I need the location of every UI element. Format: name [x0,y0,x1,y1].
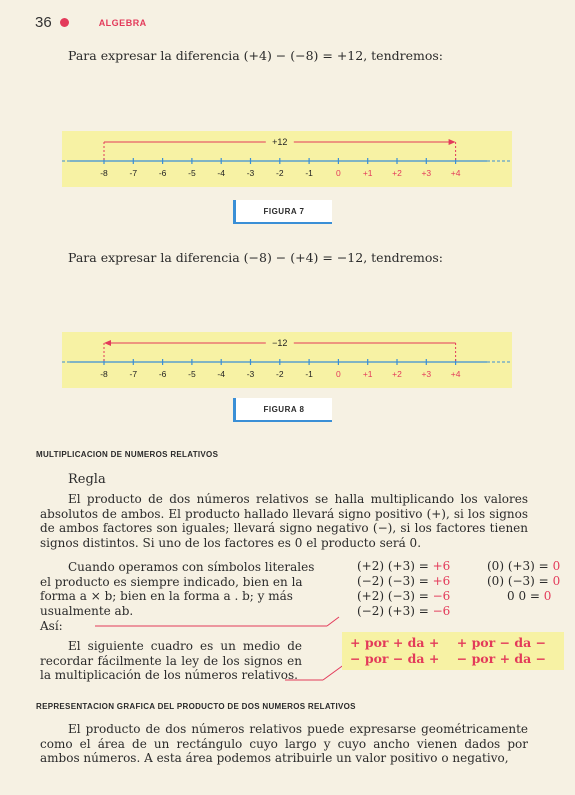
tick-label: -8 [100,369,108,379]
tick-label: -3 [246,168,255,178]
example-expr: (+2) (+3) = [357,559,429,573]
page-header [35,14,147,31]
section-title-multiplicacion: MULTIPLICACION DE NUMEROS RELATIVOS [36,450,219,459]
running-title: ALGEBRA [98,17,147,28]
example-result: +6 [432,559,451,573]
example-expr: (−2) (+3) = [357,604,429,618]
tick-label: -4 [217,168,225,178]
example-row [357,604,450,619]
tick-label: +3 [421,168,432,178]
tick-label: +2 [392,369,402,379]
representacion-paragraph: El producto de dos números relativos puede expresarse geométricamente como el área de un rectángulo cuyo largo y cuyo ancho vienen dados por ambos números. A esta área podemos atribuirle un valor positivo o negativo, [40,722,528,765]
example-row [357,589,450,604]
tick-label: +1 [362,369,373,379]
tick-label: -4 [217,369,225,379]
tick-label: -7 [129,168,138,178]
asi-pointer-line [95,614,340,630]
signs-row-2: − por − da + − por + da − [350,651,547,666]
example-result: −6 [432,589,451,603]
tick-label: -6 [158,369,167,379]
tick-label: -2 [276,168,284,178]
tick-label: 0 [336,168,341,178]
example-expr: (−2) (−3) = [357,574,429,588]
figure-7-svg [62,131,512,187]
arrow-head [449,139,456,145]
literal-symbols-paragraph: Cuando operamos con símbolos literales el producto es siempre indicado, bien en la forma a × b; bien en la forma a . b; y más usualmente ab. [40,560,315,618]
figure-7-number-line [62,131,512,187]
tick-label: -5 [188,369,196,379]
tick-label: +4 [450,369,461,379]
regla-heading: Regla [68,472,106,487]
tick-label: -2 [276,369,284,379]
signs-row-1: + por + da + + por − da − [350,635,547,650]
tick-label: -1 [305,369,313,379]
figure-7-caption: FIGURA 7 [233,200,332,224]
example-result: +6 [432,574,451,588]
tick-label: -5 [188,168,196,178]
asi-label: Así: [40,619,63,633]
regla-paragraph: El producto de dos números relativos se halla multiplicando los valores absolutos de ambos. El producto hallado llevará signo positivo (+), si los signos de ambos factores son iguales; llevará signo negativo (−), si los factores tienen signos distintos. Si uno de los factores es 0 el producto será 0. [40,492,528,550]
example-expr: (0) (+3) = [487,559,549,573]
signs-pointer-line [285,660,350,684]
tick-label: -1 [305,168,313,178]
tick-label: -3 [246,369,255,379]
tick-label: +1 [362,168,373,178]
example-row [487,574,560,589]
example-result: 0 [543,589,552,603]
tick-label: +3 [421,369,432,379]
tick-label: -6 [158,168,167,178]
example-expr: (+2) (−3) = [357,589,429,603]
tick-label: -7 [129,369,138,379]
example-row [357,559,450,574]
figure-8-svg [62,332,512,388]
example-result: 0 [552,574,561,588]
example-row [357,574,450,589]
figure-8-caption: FIGURA 8 [233,398,332,422]
arrow-label: +12 [272,137,288,147]
example-row [487,589,560,604]
example-expr: 0 0 = [507,589,540,603]
sentence-1: Para expresar la diferencia (+4) − (−8) = +12, tendremos: [68,48,444,63]
example-result: 0 [552,559,561,573]
signs-table-paragraph: El siguiente cuadro es un medio de recordar fácilmente la ley de los signos en la multiplicación de los números relativos. [40,639,302,682]
page-number: 36 [35,14,52,31]
example-expr: (0) (−3) = [487,574,549,588]
examples-right [487,559,560,604]
red-dot-icon [60,18,69,27]
tick-label: -8 [100,168,108,178]
tick-label: +2 [392,168,402,178]
signs-rule-box [342,632,564,670]
arrow-head [104,340,111,346]
sentence-2: Para expresar la diferencia (−8) − (+4) = −12, tendremos: [68,250,444,265]
arrow-label: −12 [272,338,288,348]
section-title-representacion: REPRESENTACION GRAFICA DEL PRODUCTO DE DOS NUMEROS RELATIVOS [36,702,356,711]
example-result: −6 [432,604,451,618]
figure-8-number-line [62,332,512,388]
tick-label: 0 [336,369,341,379]
examples-left [357,559,450,619]
example-row [487,559,560,574]
tick-label: +4 [450,168,461,178]
